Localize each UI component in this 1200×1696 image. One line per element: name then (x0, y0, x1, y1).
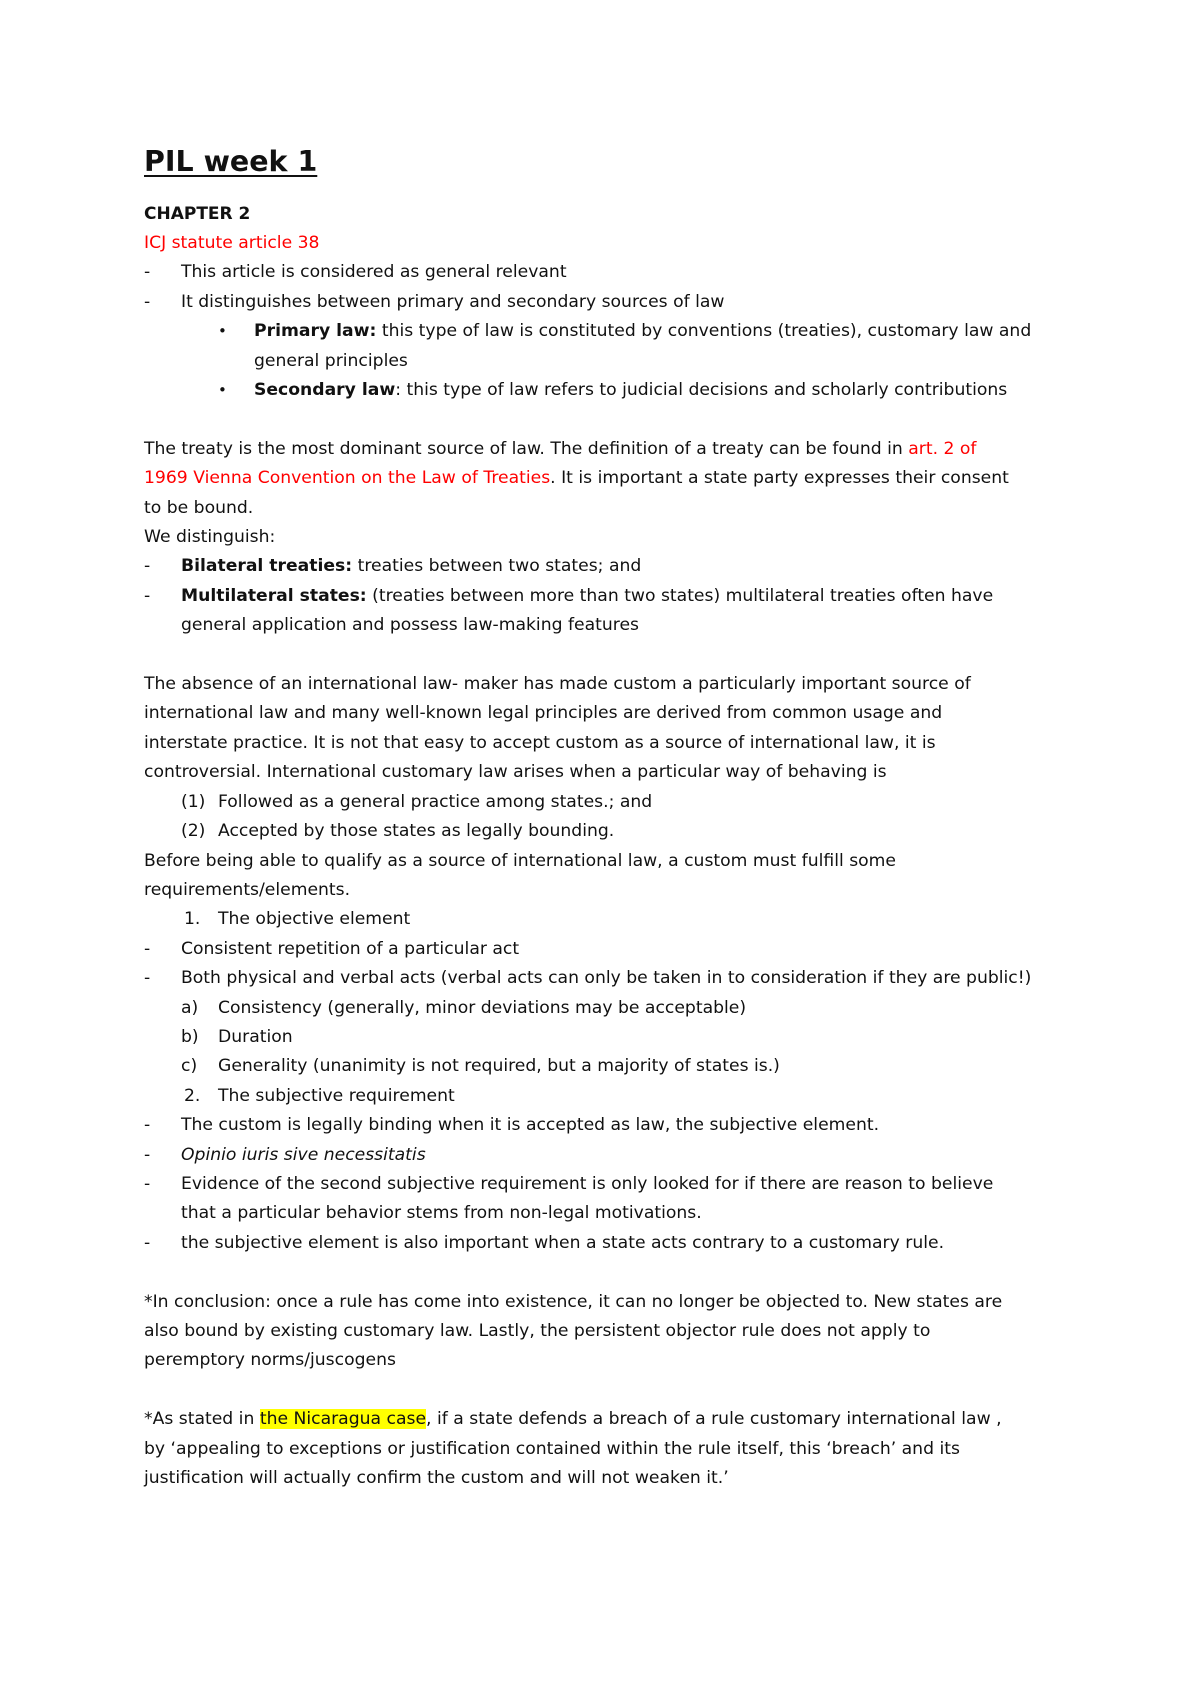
paragraph-gap (144, 641, 1074, 670)
nicaragua-text: *As stated in (144, 1409, 260, 1430)
paragraph-gap (144, 1376, 1074, 1405)
bullet-marker: • (218, 381, 227, 400)
lettered-item (144, 994, 1074, 1023)
dash-marker: - (144, 585, 151, 606)
conclusion-line: peremptory norms/juscogens (144, 1350, 396, 1371)
list-item-text: It distinguishes between primary and secondary sources of law (181, 291, 725, 312)
nicaragua-line: justification will actually confirm the custom and will not weaken it.’ (144, 1468, 729, 1488)
lettered-item-text: Consistency (generally, minor deviations may be acceptable) (218, 997, 747, 1018)
bullet-continuation: general principles (254, 350, 408, 371)
list-item (144, 964, 1074, 993)
list-item-text: The custom is legally binding when it is accepted as law, the subjective element. (181, 1115, 880, 1136)
bilateral-text: treaties between two states; and (352, 556, 642, 577)
secondary-law-text: : this type of law refers to judicial decisions and scholarly contributions (395, 380, 1008, 401)
treaty-paragraph-line: to be bound. (144, 497, 254, 518)
paragraph-gap (144, 405, 1074, 434)
dash-marker: - (144, 1232, 151, 1253)
requirements-paragraph-line: Before being able to qualify as a source of international law, a custom must fulfill some (144, 850, 896, 871)
dash-marker: - (144, 262, 151, 283)
list-item (144, 258, 1074, 287)
term-primary-law: Primary law: (254, 321, 377, 342)
list-item (144, 1170, 1074, 1199)
number-marker: (1) (181, 791, 206, 812)
treaty-text: . It is important a state party expresses their consent (550, 468, 1009, 489)
list-item-text: Opinio iuris sive necessitatis (181, 1144, 426, 1165)
vclt-reference: art. 2 of (908, 438, 977, 459)
treaty-paragraph-line (144, 464, 1074, 493)
term-secondary-law: Secondary law (254, 380, 396, 401)
icj-heading: ICJ statute article 38 (144, 233, 320, 253)
vclt-reference: 1969 Vienna Convention on the Law of Treaties (144, 468, 551, 489)
numbered-heading-text: The objective element (218, 909, 411, 930)
document-title: PIL week 1 (144, 145, 318, 178)
list-item (144, 1111, 1074, 1140)
numbered-item-text: Accepted by those states as legally bounding. (218, 821, 615, 842)
term-multilateral: Multilateral states: (181, 585, 367, 606)
list-item-text: the subjective element is also important when a state acts contrary to a customary rule. (181, 1232, 945, 1253)
dash-marker: - (144, 1144, 151, 1165)
dash-marker: - (144, 291, 151, 312)
list-item (144, 1229, 1074, 1258)
paragraph-gap (144, 1258, 1074, 1287)
list-item-continuation: that a particular behavior stems from non-legal motivations. (181, 1203, 702, 1224)
list-item-text: Evidence of the second subjective requirement is only looked for if there are reason to believe (181, 1173, 994, 1194)
term-bilateral: Bilateral treaties: (181, 556, 353, 577)
lettered-item-text: Duration (218, 1026, 293, 1047)
conclusion-line: *In conclusion: once a rule has come into existence, it can no longer be objected to. New states are (144, 1291, 1003, 1312)
lettered-item (144, 1023, 1074, 1052)
nicaragua-text: , if a state defends a breach of a rule customary international law , (426, 1409, 1002, 1430)
custom-paragraph-line: interstate practice. It is not that easy to accept custom as a source of international law, it is (144, 732, 936, 753)
treaty-text: The treaty is the most dominant source of law. The definition of a treaty can be found in (144, 438, 909, 459)
list-item (144, 935, 1074, 964)
treaty-paragraph-line: We distinguish: (144, 527, 276, 548)
requirements-paragraph-line: requirements/elements. (144, 879, 351, 900)
dash-marker: - (144, 1173, 151, 1194)
numbered-heading-objective (144, 905, 1074, 934)
numbered-heading-subjective (144, 1082, 1074, 1111)
list-item (144, 1141, 1074, 1170)
letter-marker: c) (181, 1056, 198, 1077)
document-page (144, 140, 1074, 1493)
highlighted-case-name: the Nicaragua case (259, 1409, 427, 1430)
number-marker: (2) (181, 821, 206, 842)
list-item (144, 288, 1074, 317)
list-item-text: This article is considered as general relevant (181, 262, 567, 283)
chapter-heading: CHAPTER 2 (144, 204, 251, 224)
lettered-item-text: Generality (unanimity is not required, but a majority of states is.) (218, 1056, 780, 1077)
list-item-text: Both physical and verbal acts (verbal acts can only be taken in to consideration if they are public!) (181, 968, 1032, 989)
list-item-text: Consistent repetition of a particular act (181, 938, 520, 959)
numbered-item (144, 817, 1074, 846)
number-marker: 1. (184, 909, 201, 930)
numbered-item (144, 788, 1074, 817)
nicaragua-line (144, 1405, 1074, 1434)
nicaragua-line: by ‘appealing to exceptions or justification contained within the rule itself, this ‘breach’ and its (144, 1438, 960, 1459)
bullet-item-secondary-law (144, 376, 1074, 405)
list-item-bilateral (144, 552, 1074, 581)
primary-law-text: this type of law is constituted by conventions (treaties), customary law and (376, 321, 1032, 342)
bullet-marker: • (218, 322, 227, 341)
numbered-heading-text: The subjective requirement (218, 1085, 455, 1106)
list-item-multilateral (144, 582, 1074, 611)
conclusion-line: also bound by existing customary law. Lastly, the persistent objector rule does not apply to (144, 1320, 931, 1341)
numbered-item-text: Followed as a general practice among states.; and (218, 791, 653, 812)
dash-marker: - (144, 938, 151, 959)
letter-marker: a) (181, 997, 199, 1018)
custom-paragraph-line: international law and many well-known legal principles are derived from common usage and (144, 703, 943, 724)
custom-paragraph-line: controversial. International customary law arises when a particular way of behaving is (144, 762, 887, 783)
list-item-continuation: general application and possess law-making features (181, 615, 639, 636)
bullet-item-primary-law (144, 317, 1074, 346)
dash-marker: - (144, 1115, 151, 1136)
dash-marker: - (144, 556, 151, 577)
multilateral-text: (treaties between more than two states) multilateral treaties often have (366, 585, 994, 606)
number-marker: 2. (184, 1085, 201, 1106)
dash-marker: - (144, 968, 151, 989)
lettered-item (144, 1052, 1074, 1081)
custom-paragraph-line: The absence of an international law- maker has made custom a particularly important source of (144, 674, 971, 695)
treaty-paragraph-line (144, 435, 1074, 464)
letter-marker: b) (181, 1026, 199, 1047)
